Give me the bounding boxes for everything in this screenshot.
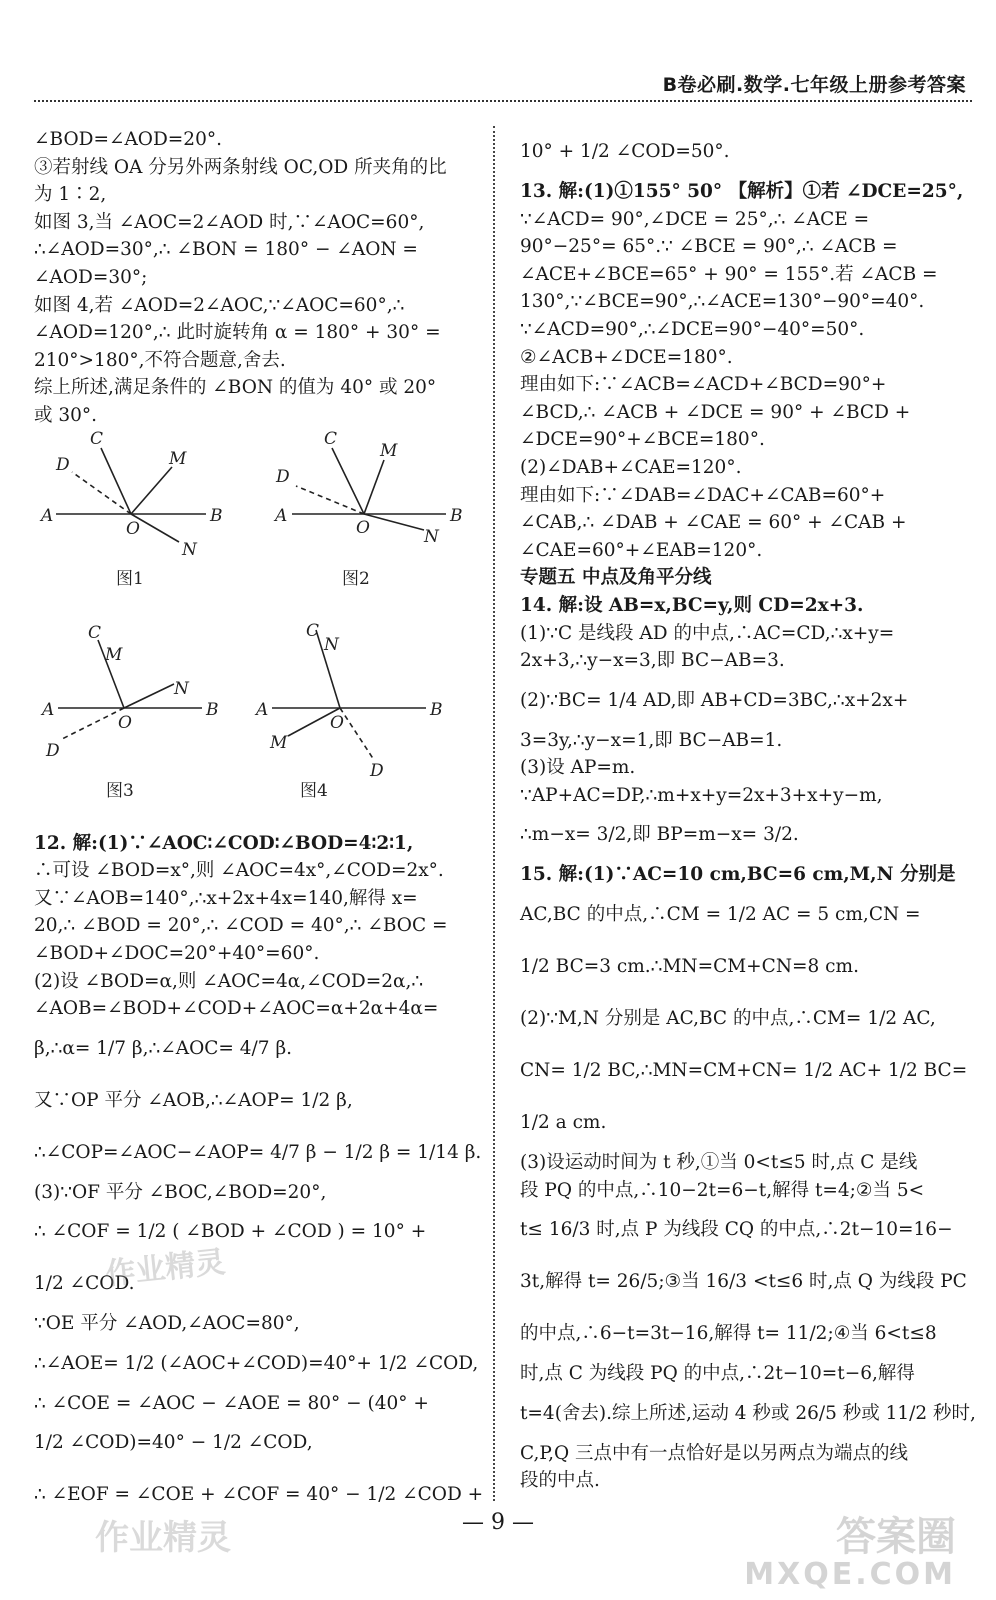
text-line: ②∠ACB+∠DCE=180°. [520, 346, 733, 368]
ray-oc [332, 448, 364, 514]
watermark: 作业精灵 [95, 1518, 231, 1558]
point-label: C [324, 429, 338, 449]
text-line: ∠AOD=30°; [34, 266, 148, 288]
text-line: ∴m−x= 3/2,即 BP=m−x= 3/2. [520, 824, 799, 846]
text-line: 为 1∶2, [34, 184, 107, 206]
text-line: ∴∠COP=∠AOC−∠AOP= 4/7 β − 1/2 β = 1/14 β. [34, 1141, 482, 1163]
text-line: (3)设运动时间为 t 秒,①当 0<t≤5 时,点 C 是线 [520, 1152, 918, 1174]
ray-om [364, 460, 384, 514]
text-line: ∠AOD=120°,∴ 此时旋转角 α = 180° + 30° = [34, 322, 441, 344]
text-line: 130°,∵∠BCE=90°,∴∠ACE=130°−90°=40°. [520, 291, 925, 313]
point-label: M [169, 448, 187, 469]
text-line: ∠BCD,∴ ∠ACB + ∠DCE = 90° + ∠BCD + [520, 401, 911, 423]
text-line: ③若射线 OA 分另外两条射线 OC,OD 所夹角的比 [34, 156, 447, 178]
text-line: (2)设 ∠BOD=α,则 ∠AOC=4α,∠COD=2α,∴ [34, 970, 424, 992]
text-line: 10° + 1/2 ∠COD=50°. [520, 141, 730, 162]
text-line: 段的中点. [520, 1470, 600, 1492]
text-line: 段 PQ 的中点,∴10−2t=6−t,解得 t=4;②当 5< [520, 1179, 925, 1201]
text-line: 210°>180°,不符合题意,舍去. [34, 349, 286, 371]
ray-od [296, 486, 364, 514]
text-line: AC,BC 的中点,∴CM = 1/2 AC = 5 cm,CN = [520, 904, 921, 926]
text-line: ∠CAE=60°+∠EAB=120°. [520, 539, 763, 561]
point-label: C [90, 429, 104, 449]
point-label: D [56, 454, 70, 475]
text-line: 2x+3,∴y−x=3,即 BC−AB=3. [520, 650, 785, 672]
figure-caption: 图4 [300, 780, 328, 801]
point-label: C [306, 620, 320, 641]
watermark-logo: 答案圈 [836, 1514, 956, 1560]
point-label: B [450, 505, 462, 526]
point-label: A [256, 699, 269, 720]
point-label: O [356, 517, 370, 538]
text-line: ∵∠ACD= 90°,∠DCE = 25°,∴ ∠ACE = [520, 208, 870, 230]
text-line: (3)∵OF 平分 ∠BOC,∠BOD=20°, [34, 1181, 327, 1203]
text-line: 3=3y,∴y−x=1,即 BC−AB=1. [520, 729, 783, 751]
point-label: N [324, 634, 339, 655]
figure-caption: 图1 [116, 568, 144, 589]
text-line: t=4(舍去).综上所述,运动 4 秒或 26/5 秒或 11/2 秒时, [520, 1402, 976, 1424]
figure-caption: 图3 [106, 780, 134, 801]
question-heading: 14. 解:设 AB=x,BC=y,则 CD=2x+3. [520, 594, 864, 616]
text-line: ∴∠AOE= 1/2 (∠AOC+∠COD)=40°+ 1/2 ∠COD, [34, 1352, 479, 1374]
ray-od [340, 708, 374, 760]
point-label: M [380, 440, 398, 461]
ray-on [124, 684, 174, 708]
text-line: ∠DCE=90°+∠BCE=180°. [520, 429, 765, 451]
text-line: (2)∵BC= 1/4 AD,即 AB+CD=3BC,∴x+2x+ [520, 689, 909, 711]
header-title: B卷必刷.数学.七年级上册参考答案 [662, 74, 966, 96]
text-line: 又∵OP 平分 ∠AOB,∴∠AOP= 1/2 β, [34, 1089, 353, 1111]
text-line: ∠AOB=∠BOD+∠COD+∠AOC=α+2α+4α= [34, 998, 439, 1020]
header-rule [34, 100, 972, 102]
text-line: ∠ACE+∠BCE=65° + 90° = 155°.若 ∠ACB = [520, 263, 938, 285]
text-line: 1/2 BC=3 cm.∴MN=CM+CN=8 cm. [520, 956, 859, 978]
figures-block [34, 430, 462, 830]
point-label: D [370, 760, 384, 781]
ray-om [131, 467, 172, 514]
watermark-url: MXQE.COM [744, 1557, 956, 1592]
point-label: O [126, 518, 140, 539]
point-label: M [105, 644, 123, 665]
text-line: 20,∴ ∠BOD = 20°,∴ ∠COD = 40°,∴ ∠BOC = [34, 915, 448, 937]
text-line: ∴ ∠COE = ∠AOC − ∠AOE = 80° − (40° + [34, 1392, 429, 1414]
section-heading: 专题五 中点及角平分线 [520, 567, 712, 589]
point-label: D [276, 466, 290, 487]
point-label: M [270, 732, 288, 753]
point-label: O [118, 712, 132, 733]
point-label: B [430, 699, 443, 720]
text-line: (2)∠DAB+∠CAE=120°. [520, 456, 742, 478]
point-label: N [424, 526, 439, 547]
right-column [520, 126, 975, 1495]
text-line: 时,点 C 为线段 PQ 的中点,∴2t−10=t−6,解得 [520, 1363, 915, 1385]
left-column [34, 126, 484, 1521]
point-label: C [88, 622, 102, 643]
page-number: — 9 — [462, 1510, 534, 1535]
text-line: ∵OE 平分 ∠AOD,∠AOC=80°, [34, 1313, 300, 1335]
point-label: A [41, 505, 54, 526]
text-line: (1)∵C 是线段 AD 的中点,∴AC=CD,∴x+y= [520, 622, 895, 644]
text-line: ∴∠AOD=30°,∴ ∠BON = 180° − ∠AON = [34, 239, 418, 261]
point-label: B [206, 699, 219, 720]
ray-on [364, 514, 424, 530]
point-label: A [42, 699, 55, 720]
question-heading: 12. 解:(1)∵∠AOC∶∠COD∶∠BOD=4∶2∶1, [34, 832, 414, 854]
angle-figures [34, 430, 462, 830]
text-line: 的中点,∴6−t=3t−16,解得 t= 11/2;④当 6<t≤8 [520, 1323, 937, 1345]
point-label: D [46, 740, 60, 761]
text-line: 3t,解得 t= 26/5;③当 16/3 <t≤6 时,点 Q 为线段 PC [520, 1271, 967, 1293]
text-line: (3)设 AP=m. [520, 757, 636, 779]
watermark: 作业精灵 [103, 1244, 227, 1293]
left-top-text [34, 126, 462, 430]
text-line: CN= 1/2 BC,∴MN=CM+CN= 1/2 AC+ 1/2 BC= [520, 1060, 968, 1082]
text-line: ∠BOD+∠DOC=20°+40°=60°. [34, 942, 320, 964]
text-line: ∴ ∠COF = 1/2 ( ∠BOD + ∠COD ) = 10° + [34, 1221, 427, 1243]
text-line: 又∵∠AOB=140°,∴x+2x+4x=140,解得 x= [34, 887, 418, 909]
point-label: B [210, 505, 223, 526]
text-line: 理由如下:∵∠DAB=∠DAC+∠CAB=60°+ [520, 484, 886, 506]
text-line: 或 30°. [34, 404, 98, 426]
text-line: β,∴α= 1/7 β,∴∠AOC= 4/7 β. [34, 1037, 293, 1059]
text-line: ∵AP+AC=DP,∴m+x+y=2x+3+x+y−m, [520, 784, 883, 806]
text-line: t≤ 16/3 时,点 P 为线段 CQ 的中点,∴2t−10=16− [520, 1219, 953, 1241]
text-line: 如图 3,当 ∠AOC=2∠AOD 时,∵∠AOC=60°, [34, 211, 425, 233]
text-line: ∠BOD=∠AOD=20°. [34, 129, 222, 150]
question-heading: 15. 解:(1)∵AC=10 cm,BC=6 cm,M,N 分别是 [520, 864, 956, 886]
text-line: ∴可设 ∠BOD=x°,则 ∠AOC=4x°,∠COD=2x°. [34, 860, 444, 882]
text-line: ∠CAB,∴ ∠DAB + ∠CAE = 60° + ∠CAB + [520, 512, 907, 534]
text-line: 综上所述,满足条件的 ∠BON 的值为 40° 或 20° [34, 377, 437, 399]
figure-4 [272, 630, 426, 760]
text-line: C,P,Q 三点中有一点恰好是以另两点为端点的线 [520, 1442, 909, 1464]
point-label: N [174, 678, 189, 699]
text-line: 1/2 ∠COD. [34, 1273, 135, 1295]
question-heading: 13. 解:(1)①155° 50° 【解析】①若 ∠DCE=25°, [520, 181, 964, 202]
point-label: N [182, 539, 197, 560]
point-label: A [275, 505, 288, 526]
left-bottom-text [34, 830, 484, 1522]
text-line: 如图 4,若 ∠AOD=2∠AOC,∵∠AOC=60°,∴ [34, 294, 405, 316]
text-line: ∵∠ACD=90°,∴∠DCE=90°−40°=50°. [520, 318, 865, 340]
text-line: 1/2 a cm. [520, 1112, 607, 1134]
text-line: 理由如下:∵∠ACB=∠ACD+∠BCD=90°+ [520, 374, 887, 396]
text-line: ∴ ∠EOF = ∠COE + ∠COF = 40° − 1/2 ∠COD + [34, 1484, 484, 1506]
text-line: (2)∵M,N 分别是 AC,BC 的中点,∴CM= 1/2 AC, [520, 1008, 936, 1030]
ray-oc [101, 448, 131, 514]
page-header [0, 0, 996, 104]
figure-caption: 图2 [342, 568, 370, 589]
text-line: 90°−25°= 65°.∵ ∠BCE = 90°,∴ ∠ACB = [520, 236, 898, 258]
column-divider [493, 126, 495, 1501]
point-label: O [330, 712, 344, 733]
ray-od [60, 708, 124, 740]
text-line: 1/2 ∠COD)=40° − 1/2 ∠COD, [34, 1432, 313, 1454]
